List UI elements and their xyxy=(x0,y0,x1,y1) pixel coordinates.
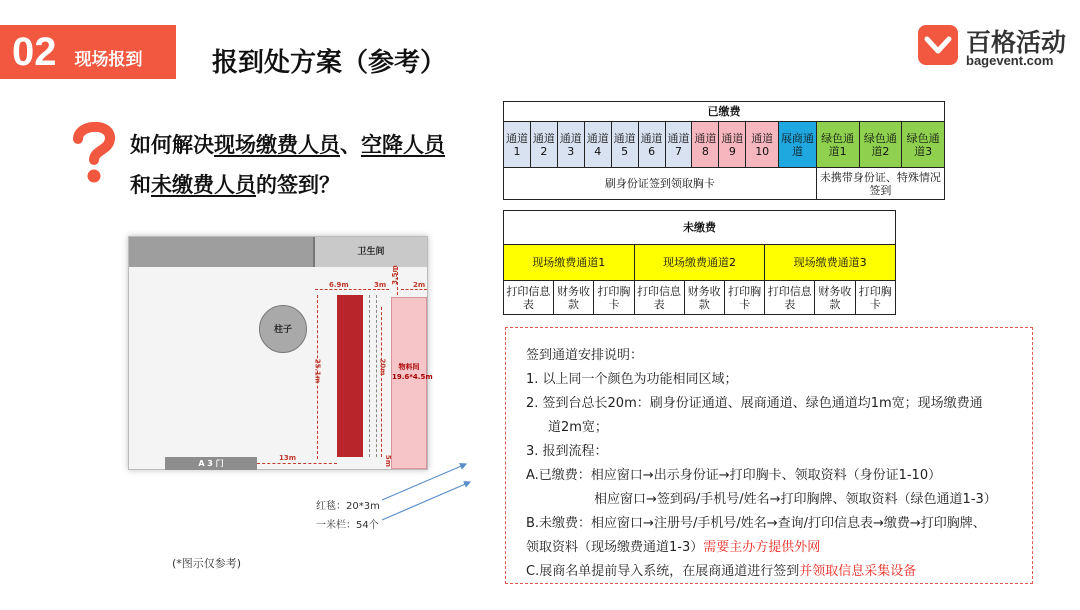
payment-step: 打印胸卡 xyxy=(594,281,634,315)
restroom-label: 卫生间 xyxy=(313,237,427,267)
notes-box xyxy=(505,327,1033,584)
dim-13m: 13m xyxy=(279,454,297,462)
dim-line xyxy=(401,289,427,290)
lane-cell: 通道7 xyxy=(665,122,692,168)
brand-name: 百格活动 xyxy=(966,28,1067,57)
lane-cell: 通道1 xyxy=(504,122,531,168)
lane-cell: 展商通道 xyxy=(779,122,817,168)
lane-cell: 通道8 xyxy=(692,122,719,168)
payment-step: 财务收款 xyxy=(815,281,855,315)
red-carpet xyxy=(337,295,363,457)
storage-label: 物料间 xyxy=(398,363,420,371)
network-requirement: 需要主办方提供外网 xyxy=(703,540,821,555)
rail-note: 一米栏：54个 xyxy=(316,520,379,531)
id-lane-note: 刷身份证签到领取胸卡 xyxy=(504,168,817,200)
flow-paid-green: 相应窗口→签到码/手机号/姓名→打印胸牌、领取资料（绿色通道1-3） xyxy=(594,492,997,507)
notes-heading: 签到通道安排说明： xyxy=(526,348,644,363)
lane-cell: 通道10 xyxy=(746,122,779,168)
dim-2m: 2m xyxy=(413,281,426,289)
pointer-arrows xyxy=(380,458,480,528)
brand-logo xyxy=(918,23,1068,71)
lane-cell: 通道4 xyxy=(584,122,611,168)
checkmark-badge-icon xyxy=(918,25,958,65)
dim-width: 6.9m xyxy=(329,281,349,289)
carpet-note: 红毯：20*3m xyxy=(316,501,380,512)
lane-cell: 绿色通道2 xyxy=(859,122,902,168)
flow-exhibitor: C.展商名单提前导入系统，在展商通道进行签到并领取信息采集设备 xyxy=(526,564,917,579)
dim-length: 25.1m xyxy=(313,358,322,384)
paid-table xyxy=(503,101,945,200)
storage-room xyxy=(391,297,433,469)
rail-line xyxy=(369,295,377,457)
flow-unpaid: B.未缴费：相应窗口→注册号/手机号/姓名→查询/打印信息表→缴费→打印胸牌、 xyxy=(526,516,986,531)
dim-20m: 20m xyxy=(378,358,387,376)
dim-line xyxy=(315,289,371,290)
section-tag xyxy=(0,25,176,79)
flow-paid: A.已缴费：相应窗口→出示身份证→打印胸卡、领取资料（身份证1-10） xyxy=(526,468,942,483)
unpaid-table xyxy=(503,210,896,315)
payment-channel: 现场缴费通道3 xyxy=(765,245,896,281)
storage-size: 19.6*4.5m xyxy=(392,373,433,381)
lane-cell: 绿色通道3 xyxy=(902,122,945,168)
figure-caption: (*图示仅参考) xyxy=(172,557,242,570)
door-label: A 3 门 xyxy=(165,457,257,470)
lane-cell: 通道2 xyxy=(530,122,557,168)
payment-step: 打印胸卡 xyxy=(724,281,764,315)
notes-item-3: 3. 报到流程： xyxy=(526,444,608,459)
question-line-1: 如何解决现场缴费人员、空降人员 xyxy=(130,133,445,157)
unpaid-table-title: 未缴费 xyxy=(504,211,896,245)
device-requirement: 并领取信息采集设备 xyxy=(799,564,917,579)
floor-plan xyxy=(128,236,433,470)
payment-channel: 现场缴费通道2 xyxy=(634,245,765,281)
section-name: 现场报到 xyxy=(74,49,143,70)
dim-gap: 3m xyxy=(374,281,387,289)
notes-item-2: 2. 签到台总长20m：刷身份证通道、展商通道、绿色通道均1m宽；现场缴费通 xyxy=(526,396,983,411)
pillar: 柱子 xyxy=(259,305,307,353)
green-lane-note: 未携带身份证、特殊情况签到 xyxy=(816,168,944,200)
page-title: 报到处方案（参考） xyxy=(212,48,447,78)
flow-unpaid-cont: 领取资料（现场缴费通道1-3）需要主办方提供外网 xyxy=(526,540,821,555)
dim-line xyxy=(381,307,382,457)
notes-item-2-cont: 道2m宽； xyxy=(548,420,608,435)
payment-step: 打印信息表 xyxy=(765,281,815,315)
lane-cell: 绿色通道1 xyxy=(816,122,859,168)
lane-cell: 通道3 xyxy=(557,122,584,168)
payment-step: 财务收款 xyxy=(553,281,593,315)
lane-cell: 通道9 xyxy=(719,122,746,168)
question-text xyxy=(130,125,445,205)
payment-step: 打印胸卡 xyxy=(855,281,895,315)
payment-step: 打印信息表 xyxy=(504,281,554,315)
payment-step: 打印信息表 xyxy=(634,281,684,315)
paid-table-title: 已缴费 xyxy=(504,102,945,122)
payment-channel: 现场缴费通道1 xyxy=(504,245,635,281)
question-line-2: 和未缴费人员的签到？ xyxy=(130,173,340,197)
dim-35: 3.5m xyxy=(390,265,399,285)
payment-step: 财务收款 xyxy=(684,281,724,315)
dim-line xyxy=(373,289,389,290)
lane-cell: 通道6 xyxy=(638,122,665,168)
dim-line xyxy=(257,463,337,464)
question-mark-icon xyxy=(72,122,116,184)
section-number: 02 xyxy=(12,29,57,74)
lane-cell: 通道5 xyxy=(611,122,638,168)
dim-5m: 5m xyxy=(384,454,393,468)
brand-domain: bagevent.com xyxy=(966,53,1054,68)
notes-item-1: 1. 以上同一个颜色为功能相同区域； xyxy=(526,372,738,387)
